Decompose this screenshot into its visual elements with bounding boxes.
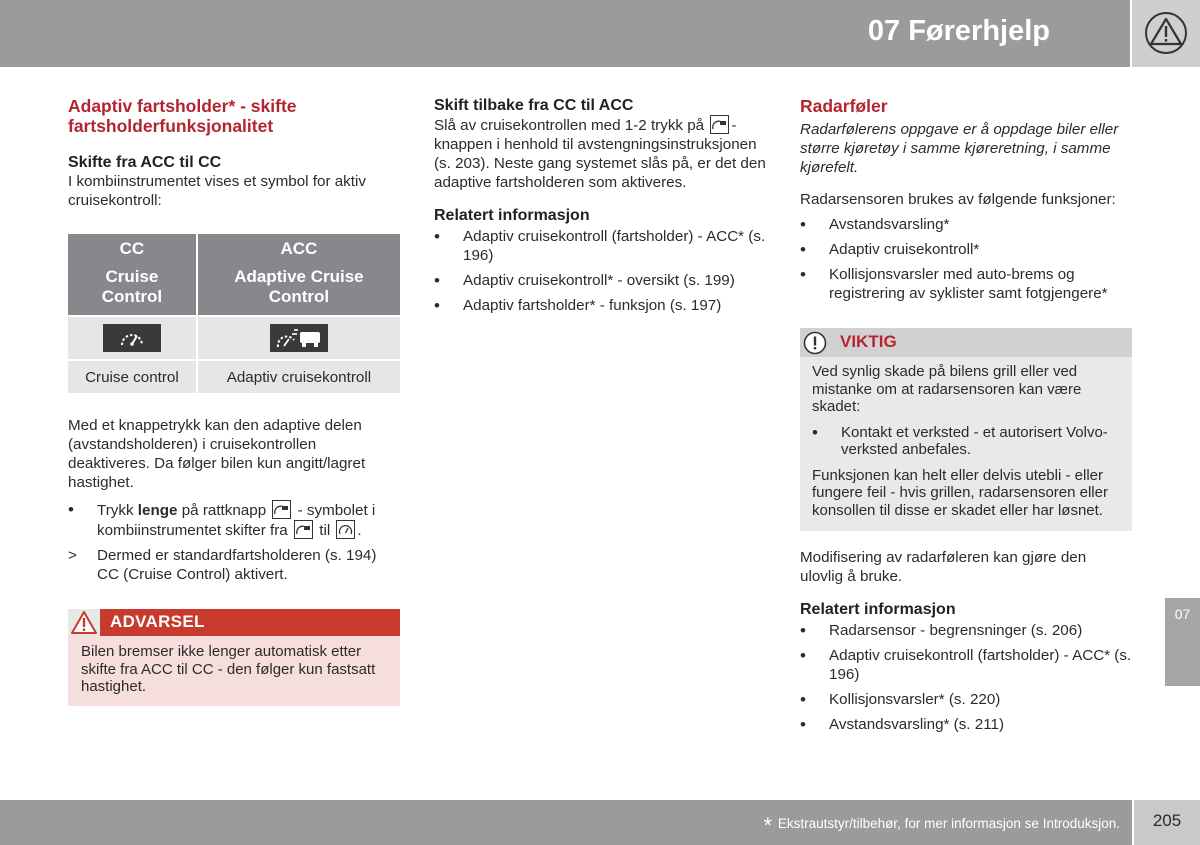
result-line: > Dermed er standardfartsholderen (s. 194) CC (Cruise Control) aktivert. (68, 547, 377, 583)
important-text: Ved synlig skade på bilens grill eller ved mistanke om at radarsensoren kan være skadet: (812, 363, 1082, 415)
column-left (68, 96, 400, 706)
chapter-icon-box (1132, 0, 1200, 67)
list-item: • Kollisjonsvarsler med auto-brems og registrering av syklister samt fotgjengere* (800, 265, 1132, 303)
warning-title: ADVARSEL (110, 612, 205, 631)
table-header-acc: ACC Adaptive Cruise Control (198, 234, 400, 315)
warning-box (68, 609, 400, 706)
steering-button-icon (710, 115, 729, 134)
list-item: • Adaptiv fartsholder* - funksjon (s. 197) (434, 296, 768, 315)
function-list (800, 215, 1132, 303)
warning-triangle-icon (1144, 11, 1188, 55)
warning-icon (71, 611, 97, 634)
section-title: Adaptiv fartsholder* - skifte fartsholderfunksjonalitet (68, 96, 297, 136)
page-number-box (1134, 800, 1200, 845)
section-heading: Skift tilbake fra CC til ACC (434, 97, 634, 114)
sub-heading: Skifte fra ACC til CC (68, 154, 222, 171)
cc-symbol-icon (336, 520, 355, 539)
body-text: Slå av cruisekontrollen med 1-2 trykk på -knappen i henhold til avstengningsinstruksjonen (s. 203). Neste gang systemet slås på, er det den adaptive fartsholderen som aktiveres. (434, 117, 766, 191)
chapter-side-tab: 07 (1165, 598, 1200, 686)
important-text-2: Funksjonen kan helt eller delvis utebli - eller fungere feil - hvis grillen, radarsensoren eller konsollen til disse er skadet eller har løsnet. (812, 466, 1108, 519)
table-cell-adaptive-cruise: Adaptiv cruisekontroll (198, 361, 400, 393)
adaptive-cruise-icon (270, 324, 328, 352)
list-item: • Avstandsvarsling* (800, 215, 1132, 234)
warning-text: Bilen bremser ikke lenger automatisk etter skifte fra ACC til CC - den følger kun fastsatt hastighet. (81, 643, 376, 695)
intro-text: I kombiinstrumentet vises et symbol for aktiv cruisekontroll: (68, 173, 366, 209)
list-item: • Trykk lenge på rattknapp - symbolet i kombiinstrumentet skifter fra til . (68, 500, 400, 540)
steering-button-icon (272, 500, 291, 519)
cruise-mode-table (66, 232, 402, 395)
list-item: • Kontakt et verksted - et autorisert Volvo-verksted anbefales. (812, 424, 1120, 459)
important-list (812, 424, 1120, 459)
italic-intro: Radarfølerens oppgave er å oppdage biler eller større kjøretøy i samme kjøreretning, i samme kjørefelt. (800, 121, 1119, 176)
list-item: • Adaptiv cruisekontroll* (800, 240, 1132, 259)
related-list (800, 621, 1132, 734)
footnote: * Ekstrautstyr/tilbehør, for mer informasjon se Introduksjon. (763, 813, 1120, 838)
column-middle (434, 96, 768, 315)
speedometer-icon (103, 324, 161, 352)
page-header (0, 0, 1130, 67)
exclamation-icon (803, 331, 827, 355)
list-item: • Adaptiv cruisekontroll (fartsholder) - ACC* (s. 196) (800, 646, 1132, 684)
step-list (68, 500, 400, 540)
body-text: Med et knappetrykk kan den adaptive delen (avstandsholderen) i cruisekontrollen deaktiveres. Da følger bilen kun angitt/lagret hastighet. (68, 417, 366, 491)
table-header-cc: CC Cruise Control (68, 234, 196, 315)
body-text: Radarsensoren brukes av følgende funksjoner: (800, 191, 1116, 208)
table-cell-cruise-control: Cruise control (68, 361, 196, 393)
page-number: 205 (1152, 811, 1182, 830)
list-item: • Kollisjonsvarsler* (s. 220) (800, 690, 1132, 709)
section-title: Radarføler (800, 96, 888, 116)
page-footer (0, 800, 1132, 845)
chapter-title: 07 Førerhjelp (867, 15, 1050, 47)
related-list (434, 227, 768, 315)
list-item: • Adaptiv cruisekontroll* - oversikt (s. 199) (434, 271, 768, 290)
related-heading: Relatert informasjon (800, 601, 956, 618)
modification-text: Modifisering av radarføleren kan gjøre den ulovlig å bruke. (800, 549, 1087, 585)
column-right (800, 96, 1132, 734)
acc-symbol-icon (294, 520, 313, 539)
list-item: • Avstandsvarsling* (s. 211) (800, 715, 1132, 734)
important-title: VIKTIG (840, 332, 897, 351)
list-item: • Adaptiv cruisekontroll (fartsholder) - ACC* (s. 196) (434, 227, 768, 265)
related-heading: Relatert informasjon (434, 207, 590, 224)
important-box (800, 328, 1132, 531)
list-item: • Radarsensor - begrensninger (s. 206) (800, 621, 1132, 640)
